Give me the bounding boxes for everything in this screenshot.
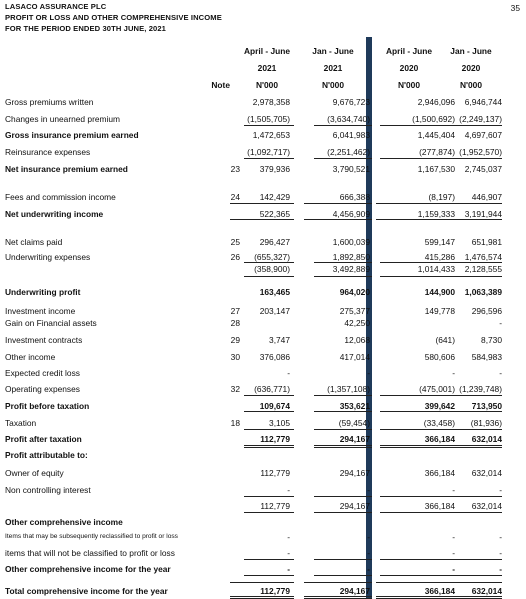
cell-value: 632,014	[471, 468, 502, 478]
table-row	[0, 466, 526, 480]
cell-value: 12,068	[344, 335, 370, 345]
note-ref: 25	[230, 237, 240, 247]
cell-value: 417,014	[339, 352, 370, 362]
subtotal-rule	[314, 276, 372, 277]
subtotal-rule	[440, 512, 502, 513]
statement-title: PROFIT OR LOSS AND OTHER COMPREHENSIVE INCOME	[5, 13, 222, 22]
row-label: Net underwriting income	[5, 209, 104, 219]
cell-value: 379,936	[259, 164, 290, 174]
cell-value: 1,014,433	[417, 264, 455, 274]
cell-value: -	[367, 485, 370, 495]
cell-value: 6,946,744	[464, 97, 502, 107]
cell-value: 294,167	[339, 501, 370, 511]
subtotal-rule	[314, 512, 372, 513]
cell-value: -	[287, 548, 290, 558]
cell-value: 399,642	[424, 401, 455, 411]
table-row	[0, 316, 526, 330]
row-label: Profit before taxation	[5, 401, 90, 411]
cell-value: 203,147	[259, 306, 290, 316]
table-row	[0, 235, 526, 249]
cell-value: 112,779	[260, 501, 290, 511]
subtotal-rule	[440, 276, 502, 277]
total-double-rule	[314, 445, 372, 448]
cell-value: 3,492,889	[332, 264, 370, 274]
subtotal-rule	[436, 219, 502, 220]
table-row	[0, 128, 526, 142]
row-label: Taxation	[5, 418, 37, 428]
note-ref: 26	[230, 252, 240, 262]
cell-value: -	[367, 564, 370, 574]
subtotal-rule	[440, 395, 502, 396]
row-label: Reinsurance expenses	[5, 147, 91, 157]
cell-value: 366,184	[424, 468, 455, 478]
cell-value: 142,429	[259, 192, 290, 202]
cell-value: 4,697,607	[464, 130, 502, 140]
subtotal-rule	[314, 411, 372, 412]
note-ref: 29	[230, 335, 240, 345]
subtotal-rule	[440, 125, 502, 126]
row-label: Total comprehensive income for the year	[5, 586, 168, 596]
column-header-period: Jan - June	[312, 46, 354, 56]
cell-value: 2,745,037	[464, 164, 502, 174]
cell-value: -	[499, 485, 502, 495]
note-ref: 23	[230, 164, 240, 174]
subtotal-rule	[244, 411, 294, 412]
cell-value: 109,674	[259, 401, 290, 411]
subtotal-rule	[440, 429, 502, 430]
subtotal-rule	[314, 158, 372, 159]
page-number: 35	[510, 3, 520, 13]
cell-value: (2,249,137)	[459, 114, 502, 124]
cell-value: 666,388	[339, 192, 370, 202]
subtotal-rule	[244, 429, 294, 430]
table-row	[0, 162, 526, 176]
cell-value: 163,465	[259, 287, 290, 297]
column-header-year: 2021	[257, 63, 277, 73]
row-label: Net insurance premium earned	[5, 164, 128, 174]
subtotal-rule	[304, 219, 372, 220]
table-row	[0, 499, 526, 513]
table-row	[0, 145, 526, 159]
note-column-header: Note	[211, 80, 230, 90]
cell-value: 522,365	[259, 209, 290, 219]
cell-value: 1,063,389	[464, 287, 502, 297]
subtotal-rule	[314, 262, 372, 263]
table-row	[0, 515, 526, 529]
cell-value: -	[499, 564, 502, 574]
row-label: Profit attributable to:	[5, 450, 88, 460]
cell-value: 112,779	[260, 468, 290, 478]
table-row	[0, 95, 526, 109]
column-header-year: 2020	[461, 63, 481, 73]
subtotal-rule	[304, 582, 372, 583]
subtotal-rule	[244, 276, 294, 277]
cell-value: 584,983	[471, 352, 502, 362]
cell-value: 275,377	[339, 306, 370, 316]
cell-value: (641)	[435, 335, 455, 345]
cell-value: 294,167	[339, 586, 370, 596]
total-double-rule	[440, 445, 502, 448]
cell-value: 632,014	[471, 586, 502, 596]
cell-value: (3,634,740)	[327, 114, 370, 124]
subtotal-rule	[244, 262, 294, 263]
subtotal-rule	[244, 575, 294, 576]
row-label: Underwriting expenses	[5, 252, 91, 262]
cell-value: (2,251,462)	[327, 147, 370, 157]
row-label: Changes in unearned premium	[5, 114, 120, 124]
cell-value: 3,790,521	[332, 164, 370, 174]
table-row	[0, 432, 526, 446]
row-label: Underwriting profit	[5, 287, 81, 297]
cell-value: 2,978,358	[252, 97, 290, 107]
cell-value: (1,357,108)	[327, 384, 370, 394]
cell-value: 2,128,555	[464, 264, 502, 274]
column-header-period-row	[0, 44, 526, 58]
column-header-year: 2021	[323, 63, 343, 73]
note-ref: 27	[230, 306, 240, 316]
row-label: Investment contracts	[5, 335, 83, 345]
subtotal-rule	[440, 575, 502, 576]
column-header-currency: N'000	[459, 80, 482, 90]
note-ref: 28	[230, 318, 240, 328]
cell-value: (655,327)	[254, 252, 290, 262]
table-row	[0, 530, 526, 544]
cell-value: 1,600,039	[332, 237, 370, 247]
cell-value: 112,779	[260, 434, 290, 444]
cell-value: -	[452, 532, 455, 542]
subtotal-rule	[230, 203, 294, 204]
row-label: Profit after taxation	[5, 434, 82, 444]
cell-value: 580,606	[424, 352, 455, 362]
subtotal-rule	[244, 559, 294, 560]
column-header-currency: N'000	[255, 80, 278, 90]
cell-value: 294,167	[339, 434, 370, 444]
cell-value: 651,981	[471, 237, 502, 247]
subtotal-rule	[304, 203, 372, 204]
table-row	[0, 333, 526, 347]
cell-value: 964,020	[339, 287, 370, 297]
cell-value: 632,014	[471, 434, 502, 444]
subtotal-rule	[244, 496, 294, 497]
subtotal-rule	[436, 582, 502, 583]
subtotal-rule	[440, 559, 502, 560]
subtotal-rule	[314, 125, 372, 126]
cell-value: -	[287, 485, 290, 495]
note-ref: 32	[230, 384, 240, 394]
row-label: Operating expenses	[5, 384, 80, 394]
cell-value: -	[452, 485, 455, 495]
table-row	[0, 366, 526, 380]
subtotal-rule	[314, 395, 372, 396]
table-row	[0, 350, 526, 364]
column-header-period: April - June	[385, 46, 433, 56]
cell-value: 446,907	[471, 192, 502, 202]
table-row	[0, 190, 526, 204]
subtotal-rule	[440, 411, 502, 412]
cell-value: 1,159,333	[417, 209, 455, 219]
table-row	[0, 382, 526, 396]
cell-value: (59,454)	[338, 418, 370, 428]
table-row	[0, 448, 526, 462]
cell-value: 8,730	[481, 335, 502, 345]
cell-value: (1,500,692)	[412, 114, 455, 124]
cell-value: 3,105	[269, 418, 290, 428]
row-label: Owner of equity	[5, 468, 64, 478]
cell-value: 149,778	[424, 306, 455, 316]
subtotal-rule	[230, 219, 294, 220]
cell-value: (33,458)	[423, 418, 455, 428]
row-label: Other income	[5, 352, 56, 362]
cell-value: 296,427	[259, 237, 290, 247]
subtotal-rule	[314, 496, 372, 497]
cell-value: (1,952,570)	[459, 147, 502, 157]
cell-value: 353,621	[339, 401, 370, 411]
cell-value: 3,191,944	[464, 209, 502, 219]
column-header-period: Jan - June	[450, 46, 492, 56]
subtotal-rule	[314, 559, 372, 560]
cell-value: -	[367, 368, 370, 378]
row-label: Other comprehensive income for the year	[5, 564, 171, 574]
cell-value: 6,041,983	[332, 130, 370, 140]
cell-value: -	[452, 548, 455, 558]
cell-value: 112,779	[260, 586, 290, 596]
subtotal-rule	[244, 512, 294, 513]
row-label: Fees and commission income	[5, 192, 116, 202]
cell-value: 599,147	[424, 237, 455, 247]
note-ref: 18	[230, 418, 240, 428]
subtotal-rule	[244, 395, 294, 396]
statement-period: FOR THE PERIOD ENDED 30TH JUNE, 2021	[5, 24, 166, 33]
cell-value: -	[287, 368, 290, 378]
subtotal-rule	[436, 203, 502, 204]
cell-value: 366,184	[424, 434, 455, 444]
cell-value: 3,747	[269, 335, 290, 345]
cell-value: (636,771)	[254, 384, 290, 394]
cell-value: -	[367, 532, 370, 542]
cell-value: 1,445,404	[417, 130, 455, 140]
row-label: Non controlling interest	[5, 485, 91, 495]
cell-value: -	[499, 318, 502, 328]
table-row	[0, 562, 526, 576]
row-label: Net claims paid	[5, 237, 63, 247]
cell-value: 42,250	[344, 318, 370, 328]
cell-value: (1,239,748)	[459, 384, 502, 394]
cell-value: 1,167,530	[417, 164, 455, 174]
row-label: Other comprehensive income	[5, 517, 123, 527]
table-row	[0, 546, 526, 560]
cell-value: (475,001)	[419, 384, 455, 394]
cell-value: 366,184	[424, 586, 455, 596]
subtotal-rule	[314, 575, 372, 576]
cell-value: 4,456,909	[332, 209, 370, 219]
column-header-currency: N'000	[321, 80, 344, 90]
cell-value: (8,197)	[428, 192, 455, 202]
subtotal-rule	[244, 158, 294, 159]
cell-value: -	[452, 564, 455, 574]
table-row	[0, 262, 526, 276]
row-label: Expected credit loss	[5, 368, 80, 378]
cell-value: (81,936)	[470, 418, 502, 428]
cell-value: 1,472,653	[252, 130, 290, 140]
cell-value: 415,286	[424, 252, 455, 262]
row-label: Gain on Financial assets	[5, 318, 97, 328]
cell-value: 2,946,096	[417, 97, 455, 107]
subtotal-rule	[440, 262, 502, 263]
cell-value: -	[367, 548, 370, 558]
cell-value: -	[287, 564, 290, 574]
column-header-year: 2020	[399, 63, 419, 73]
cell-value: 632,014	[471, 501, 502, 511]
cell-value: 713,950	[471, 401, 502, 411]
cell-value: 296,596	[471, 306, 502, 316]
cell-value: -	[452, 368, 455, 378]
subtotal-rule	[314, 429, 372, 430]
table-row	[0, 285, 526, 299]
table-row	[0, 483, 526, 497]
row-label: Gross premiums written	[5, 97, 94, 107]
cell-value: 1,892,850	[332, 252, 370, 262]
column-header-currency-row	[0, 78, 526, 92]
table-row	[0, 112, 526, 126]
cell-value: -	[287, 532, 290, 542]
note-ref: 30	[230, 352, 240, 362]
cell-value: 144,900	[424, 287, 455, 297]
company-name: LASACO ASSURANCE PLC	[5, 2, 107, 11]
column-header-currency: N'000	[397, 80, 420, 90]
cell-value: 294,167	[339, 468, 370, 478]
cell-value: (358,900)	[254, 264, 290, 274]
subtotal-rule	[440, 496, 502, 497]
cell-value: 366,184	[424, 501, 455, 511]
cell-value: 376,086	[259, 352, 290, 362]
subtotal-rule	[244, 125, 294, 126]
row-label: Items that may be subsequently reclassified to profit or loss	[5, 533, 178, 540]
cell-value: -	[499, 532, 502, 542]
row-label: Gross insurance premium earned	[5, 130, 139, 140]
subtotal-rule	[440, 158, 502, 159]
note-ref: 24	[230, 192, 240, 202]
row-label: Investment income	[5, 306, 76, 316]
cell-value: 9,676,723	[332, 97, 370, 107]
subtotal-rule	[230, 582, 294, 583]
column-header-period: April - June	[243, 46, 291, 56]
row-label: items that will not be classified to profit or loss	[5, 548, 175, 558]
cell-value: 1,476,574	[464, 252, 502, 262]
cell-value: (1,505,705)	[247, 114, 290, 124]
total-double-rule	[244, 445, 294, 448]
column-header-year-row	[0, 61, 526, 75]
table-row	[0, 416, 526, 430]
cell-value: (1,092,717)	[247, 147, 290, 157]
cell-value: -	[499, 548, 502, 558]
cell-value: (277,874)	[419, 147, 455, 157]
cell-value: -	[499, 368, 502, 378]
